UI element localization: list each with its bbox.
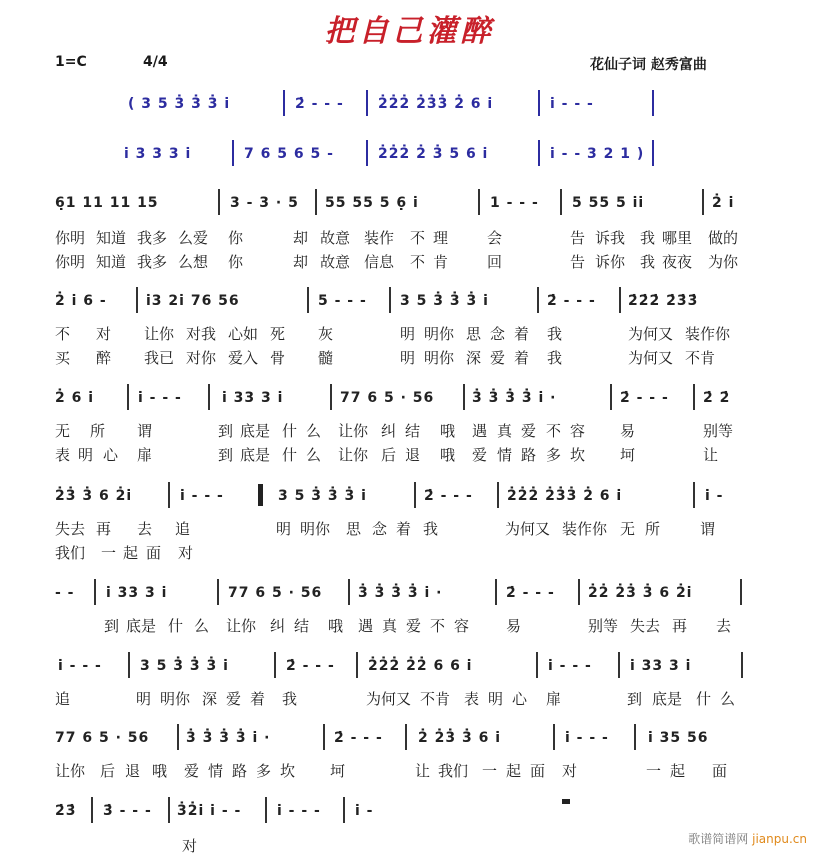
- lyric: 失去: [55, 520, 86, 538]
- barline: [343, 797, 345, 823]
- lyric: 不: [410, 229, 426, 247]
- barline: [307, 287, 309, 313]
- measure: 2̇2̇ 2̇3̇ 3̇ 6 2̇i̇: [588, 585, 693, 601]
- barline: [538, 90, 540, 116]
- measure: 55 55 5 6̣ i̇: [325, 195, 419, 211]
- measure: i̇ - - -: [277, 803, 321, 819]
- lyric: 为何又: [366, 690, 412, 708]
- lyric: 爱入: [228, 349, 259, 367]
- barline: [330, 384, 332, 410]
- barline: [693, 482, 695, 508]
- lyric: 别等: [703, 422, 734, 440]
- lyric: 什: [696, 690, 712, 708]
- barline: [94, 579, 96, 605]
- lyric: 坷: [330, 762, 346, 780]
- lyric: 明你: [160, 690, 191, 708]
- lyric: 你明: [55, 253, 86, 271]
- lyric: 理: [433, 229, 449, 247]
- barline: [348, 579, 350, 605]
- lyric: 退: [125, 762, 141, 780]
- lyric: 么: [306, 422, 322, 440]
- lyric: 我多: [137, 229, 168, 247]
- lyric: 念: [490, 325, 506, 343]
- measure: 2̇2̇2̇ 2̇3̇3̇ 2̇ 6 i̇: [507, 488, 623, 504]
- watermark-url: jianpu.cn: [752, 832, 807, 846]
- lyric: 对: [182, 837, 198, 855]
- lyric: 髓: [318, 349, 334, 367]
- measure: i̇ 33 3 i̇: [630, 658, 692, 674]
- lyric: 对: [178, 544, 194, 562]
- lyric: 让你: [338, 422, 369, 440]
- measure: 1 - - -: [490, 195, 539, 211]
- lyric: 路: [521, 446, 537, 464]
- lyric: 我已: [144, 349, 175, 367]
- measure: - -: [55, 585, 75, 601]
- lyric: 诉你: [595, 253, 626, 271]
- lyric: 无: [620, 520, 636, 538]
- lyric: 却: [293, 229, 309, 247]
- barline: [265, 797, 267, 823]
- lyric: 着: [514, 325, 530, 343]
- lyric: 谓: [700, 520, 716, 538]
- lyric: 易: [620, 422, 636, 440]
- measure: 2̇ 2̇3̇ 3̇ 6 i̇: [418, 730, 502, 746]
- lyric: 起: [506, 762, 522, 780]
- measure: i̇ - - -: [565, 730, 609, 746]
- barline: [702, 189, 704, 215]
- barline: [463, 384, 465, 410]
- lyric: 装作: [364, 229, 395, 247]
- lyric: 知道: [96, 229, 127, 247]
- lyric: 告: [570, 229, 586, 247]
- lyric: 追: [175, 520, 191, 538]
- lyric: 不: [546, 422, 562, 440]
- measure: 2̇ - - -: [547, 293, 596, 309]
- lyric: 坷: [620, 446, 636, 464]
- barline: [553, 724, 555, 750]
- lyric: 一: [482, 762, 498, 780]
- lyric: 纠: [381, 422, 397, 440]
- barline: [217, 579, 219, 605]
- watermark-site-name: 歌谱简谱网: [688, 832, 749, 846]
- time-signature: 4/4: [143, 54, 168, 70]
- measure: 3̇ 3̇ 3̇ 3̇ i̇ ·: [472, 390, 557, 406]
- lyric: 信息: [364, 253, 395, 271]
- barline: [634, 724, 636, 750]
- lyric: 底是: [652, 690, 683, 708]
- lyric: 告: [570, 253, 586, 271]
- lyric: 明: [400, 325, 416, 343]
- lyric: 坎: [570, 446, 586, 464]
- lyric: 买: [55, 349, 71, 367]
- lyric: 我: [640, 229, 656, 247]
- lyric: 诉我: [595, 229, 626, 247]
- measure: 2̇ i̇: [712, 195, 735, 211]
- lyric: 明: [400, 349, 416, 367]
- measure: i̇ - - -: [58, 658, 102, 674]
- measure: 3̇ 3̇ 3̇ 3̇ i̇ ·: [358, 585, 443, 601]
- lyric: 思: [466, 325, 482, 343]
- barline: [232, 140, 234, 166]
- barline: [128, 652, 130, 678]
- barline: [652, 90, 654, 116]
- lyric: 谓: [137, 422, 153, 440]
- lyric: 着: [396, 520, 412, 538]
- lyric: 回: [487, 253, 503, 271]
- lyric: 死: [270, 325, 286, 343]
- lyric: 做的: [708, 229, 739, 247]
- measure: 3 5 3̇ 3̇ 3̇ i̇: [400, 293, 489, 309]
- lyric: 肯: [433, 253, 449, 271]
- measure: 2̇ 6 i̇: [55, 390, 95, 406]
- lyric: 对: [96, 325, 112, 343]
- lyric: 面: [712, 762, 728, 780]
- measure: 2̇ - - -: [506, 585, 555, 601]
- lyric: 无: [55, 422, 71, 440]
- end-mark: [562, 799, 570, 804]
- measure: i̇ - - -: [138, 390, 182, 406]
- lyric: 对你: [186, 349, 217, 367]
- lyric: 遇: [472, 422, 488, 440]
- barline: [218, 189, 220, 215]
- lyric: 真: [382, 617, 398, 635]
- lyric: 到: [104, 617, 120, 635]
- lyric: 么想: [178, 253, 209, 271]
- lyric: 让你: [144, 325, 175, 343]
- lyric: 心如: [228, 325, 259, 343]
- lyric: 到: [627, 690, 643, 708]
- barline: [323, 724, 325, 750]
- lyric: 么: [194, 617, 210, 635]
- lyric: 再: [672, 617, 688, 635]
- lyric: 故意: [320, 229, 351, 247]
- measure: i̇ 3 3 3 i̇: [124, 146, 192, 162]
- lyric: 让你: [55, 762, 86, 780]
- lyric: 后: [381, 446, 397, 464]
- barline: [177, 724, 179, 750]
- barline: [741, 652, 743, 678]
- lyric: 起: [670, 762, 686, 780]
- lyric: 会: [487, 229, 503, 247]
- measure: i̇ - - -: [180, 488, 224, 504]
- lyric: 不: [55, 325, 71, 343]
- lyric: 明你: [424, 349, 455, 367]
- lyric: 爱: [472, 446, 488, 464]
- measure: 5 - - -: [318, 293, 367, 309]
- lyric: 骨: [270, 349, 286, 367]
- barline: [91, 797, 93, 823]
- lyric: 你明: [55, 229, 86, 247]
- measure: i̇ - - -: [548, 658, 592, 674]
- lyric: 容: [454, 617, 470, 635]
- lyric: 明: [78, 446, 94, 464]
- measure: 6̣1 11 11 15: [55, 195, 159, 211]
- lyric: 哦: [328, 617, 344, 635]
- lyric: 结: [294, 617, 310, 635]
- measure: ( 3 5 3̇ 3̇ 3̇ i̇: [128, 96, 231, 112]
- lyric: 却: [293, 253, 309, 271]
- lyric: 让你: [338, 446, 369, 464]
- lyric: 真: [497, 422, 513, 440]
- lyric: 为何又: [628, 325, 674, 343]
- barline: [495, 579, 497, 605]
- measure: 2̇ - - -: [334, 730, 383, 746]
- measure: i̇ -: [355, 803, 374, 819]
- barline: [652, 140, 654, 166]
- lyric: 哦: [440, 422, 456, 440]
- lyric: 为你: [708, 253, 739, 271]
- lyric: 底是: [240, 446, 271, 464]
- lyric: 所: [90, 422, 106, 440]
- lyric: 我们: [438, 762, 469, 780]
- barline: [168, 482, 170, 508]
- lyric: 去: [716, 617, 732, 635]
- lyric: 明你: [300, 520, 331, 538]
- barline: [405, 724, 407, 750]
- barline: [578, 579, 580, 605]
- lyric: 到: [218, 422, 234, 440]
- barline: [538, 140, 540, 166]
- lyric: 爱: [490, 349, 506, 367]
- measure: 2̇2̇2̇ 2̇2̇ 6 6 i̇: [368, 658, 473, 674]
- lyric: 爱: [184, 762, 200, 780]
- lyric: 么: [720, 690, 736, 708]
- barline: [537, 287, 539, 313]
- barline: [356, 652, 358, 678]
- barline: [693, 384, 695, 410]
- measure: i̇ - - -: [550, 96, 594, 112]
- lyric: 一: [646, 762, 662, 780]
- lyric: 明: [136, 690, 152, 708]
- lyric: 灰: [318, 325, 334, 343]
- measure: 5 55 5 i̇i̇: [572, 195, 645, 211]
- lyric: 路: [232, 762, 248, 780]
- lyric: 你: [228, 253, 244, 271]
- measure: 2̇ - - -: [295, 96, 344, 112]
- lyric: 多: [256, 762, 272, 780]
- lyric: 面: [146, 544, 162, 562]
- measure: 77 6 5 · 56: [340, 390, 435, 406]
- lyric: 深: [466, 349, 482, 367]
- lyric: 一: [101, 544, 117, 562]
- lyric: 容: [570, 422, 586, 440]
- lyric: 对我: [186, 325, 217, 343]
- lyric: 明你: [424, 325, 455, 343]
- lyric: 么爱: [178, 229, 209, 247]
- measure: 2̇ - - -: [286, 658, 335, 674]
- barline: [478, 189, 480, 215]
- lyric: 情: [497, 446, 513, 464]
- lyric: 装作你: [685, 325, 731, 343]
- lyric: 着: [250, 690, 266, 708]
- barline: [366, 90, 368, 116]
- lyric: 不肯: [420, 690, 451, 708]
- measure: 3 5 3̇ 3̇ 3̇ i̇: [140, 658, 229, 674]
- lyric: 哦: [152, 762, 168, 780]
- lyric: 我: [640, 253, 656, 271]
- measure: i̇ - - 3 2 1 ): [550, 146, 645, 162]
- measure: 2̇ 2̇: [703, 390, 731, 406]
- lyric: 着: [514, 349, 530, 367]
- measure: 2̇2̇2̇ 2̇3̇3̇ 2̇ 6 i̇: [378, 96, 494, 112]
- measure: i̇ 33 3 i̇: [222, 390, 284, 406]
- measure: i̇ -: [705, 488, 724, 504]
- measure: 2̇3̇: [55, 803, 77, 819]
- measure: 3̇2̇i̇ i̇ - -: [177, 803, 242, 819]
- measure: 7 6 5 6 5 -: [244, 146, 334, 162]
- measure: 2̇2̇2̇ 2̇3̇3̇: [628, 293, 699, 309]
- lyric: 什: [168, 617, 184, 635]
- song-title: 把自己灌醉: [324, 14, 495, 49]
- barline: [136, 287, 138, 313]
- lyric: 我多: [137, 253, 168, 271]
- lyric: 失去: [630, 617, 661, 635]
- lyric: 面: [530, 762, 546, 780]
- lyric: 故意: [320, 253, 351, 271]
- lyric: 不: [410, 253, 426, 271]
- lyric: 装作你: [562, 520, 608, 538]
- measure: 3 - 3 · 5: [230, 195, 299, 211]
- lyric: 纠: [270, 617, 286, 635]
- lyric: 明: [276, 520, 292, 538]
- barline: [389, 287, 391, 313]
- lyric: 什: [282, 422, 298, 440]
- lyric: 我们: [55, 544, 86, 562]
- lyric: 哦: [440, 446, 456, 464]
- lyric: 表: [55, 446, 71, 464]
- barline: [127, 384, 129, 410]
- lyric: 念: [372, 520, 388, 538]
- lyric: 别等: [588, 617, 619, 635]
- barline: [274, 652, 276, 678]
- lyric: 追: [55, 690, 71, 708]
- lyric: 不: [430, 617, 446, 635]
- barline: [497, 482, 499, 508]
- repeat-sign: [258, 484, 263, 506]
- measure: i̇3 2i̇ 76 56: [146, 293, 240, 309]
- lyric: 底是: [240, 422, 271, 440]
- lyric: 明: [488, 690, 504, 708]
- lyric: 再: [96, 520, 112, 538]
- lyric: 去: [137, 520, 153, 538]
- lyric: 哪里: [662, 229, 693, 247]
- measure: 3̇ 3̇ 3̇ 3̇ i̇ ·: [186, 730, 271, 746]
- lyric: 什: [282, 446, 298, 464]
- barline: [740, 579, 742, 605]
- lyric: 思: [346, 520, 362, 538]
- lyric: 我: [423, 520, 439, 538]
- lyric: 坎: [280, 762, 296, 780]
- lyric: 后: [100, 762, 116, 780]
- barline: [208, 384, 210, 410]
- lyric: 知道: [96, 253, 127, 271]
- key-signature: 1=C: [55, 54, 87, 70]
- barline: [560, 189, 562, 215]
- site-watermark: [688, 830, 807, 847]
- measure: 2̇ - - -: [424, 488, 473, 504]
- lyric: 扉: [546, 690, 562, 708]
- lyric: 遇: [358, 617, 374, 635]
- measure: 77 6 5 · 56: [55, 730, 150, 746]
- lyric: 到: [218, 446, 234, 464]
- barline: [414, 482, 416, 508]
- barline: [619, 287, 621, 313]
- lyric: 为何又: [505, 520, 551, 538]
- lyric: 情: [208, 762, 224, 780]
- barline: [315, 189, 317, 215]
- lyric: 不肯: [685, 349, 716, 367]
- measure: 2̇ - - -: [620, 390, 669, 406]
- lyric: 心: [103, 446, 119, 464]
- lyric: 易: [506, 617, 522, 635]
- lyric: 扉: [137, 446, 153, 464]
- lyric: 夜夜: [662, 253, 693, 271]
- measure: 2̇3̇ 3̇ 6 2̇i̇: [55, 488, 133, 504]
- barline: [168, 797, 170, 823]
- measure: 77 6 5 · 56: [228, 585, 323, 601]
- measure: 3̇ - - -: [103, 803, 152, 819]
- lyric: 所: [645, 520, 661, 538]
- lyric: 深: [202, 690, 218, 708]
- measure: i̇ 33 3 i̇: [106, 585, 168, 601]
- lyric: 让: [415, 762, 431, 780]
- lyric: 我: [547, 325, 563, 343]
- lyric: 对: [562, 762, 578, 780]
- lyric: 结: [405, 422, 421, 440]
- lyric: 爱: [406, 617, 422, 635]
- lyric: 爱: [226, 690, 242, 708]
- lyric: 爱: [521, 422, 537, 440]
- credits: 花仙子词 赵秀富曲: [590, 57, 707, 73]
- measure: 2̇2̇2̇ 2̇ 3̇ 5 6 i̇: [378, 146, 489, 162]
- lyric: 让你: [226, 617, 257, 635]
- lyric: 底是: [126, 617, 157, 635]
- measure: i̇ 35 56: [648, 730, 709, 746]
- barline: [366, 140, 368, 166]
- lyric: 表: [464, 690, 480, 708]
- lyric: 起: [123, 544, 139, 562]
- lyric: 醉: [96, 349, 112, 367]
- lyric: 我: [547, 349, 563, 367]
- lyric: 我: [282, 690, 298, 708]
- lyric: 心: [512, 690, 528, 708]
- measure: 2̇ i̇ 6 -: [55, 293, 107, 309]
- barline: [536, 652, 538, 678]
- lyric: 为何又: [628, 349, 674, 367]
- barline: [618, 652, 620, 678]
- lyric: 让: [703, 446, 719, 464]
- measure: 3 5 3̇ 3̇ 3̇ i̇: [278, 488, 367, 504]
- barline: [610, 384, 612, 410]
- lyric: 退: [405, 446, 421, 464]
- barline: [283, 90, 285, 116]
- lyric: 你: [228, 229, 244, 247]
- lyric: 么: [306, 446, 322, 464]
- lyric: 多: [546, 446, 562, 464]
